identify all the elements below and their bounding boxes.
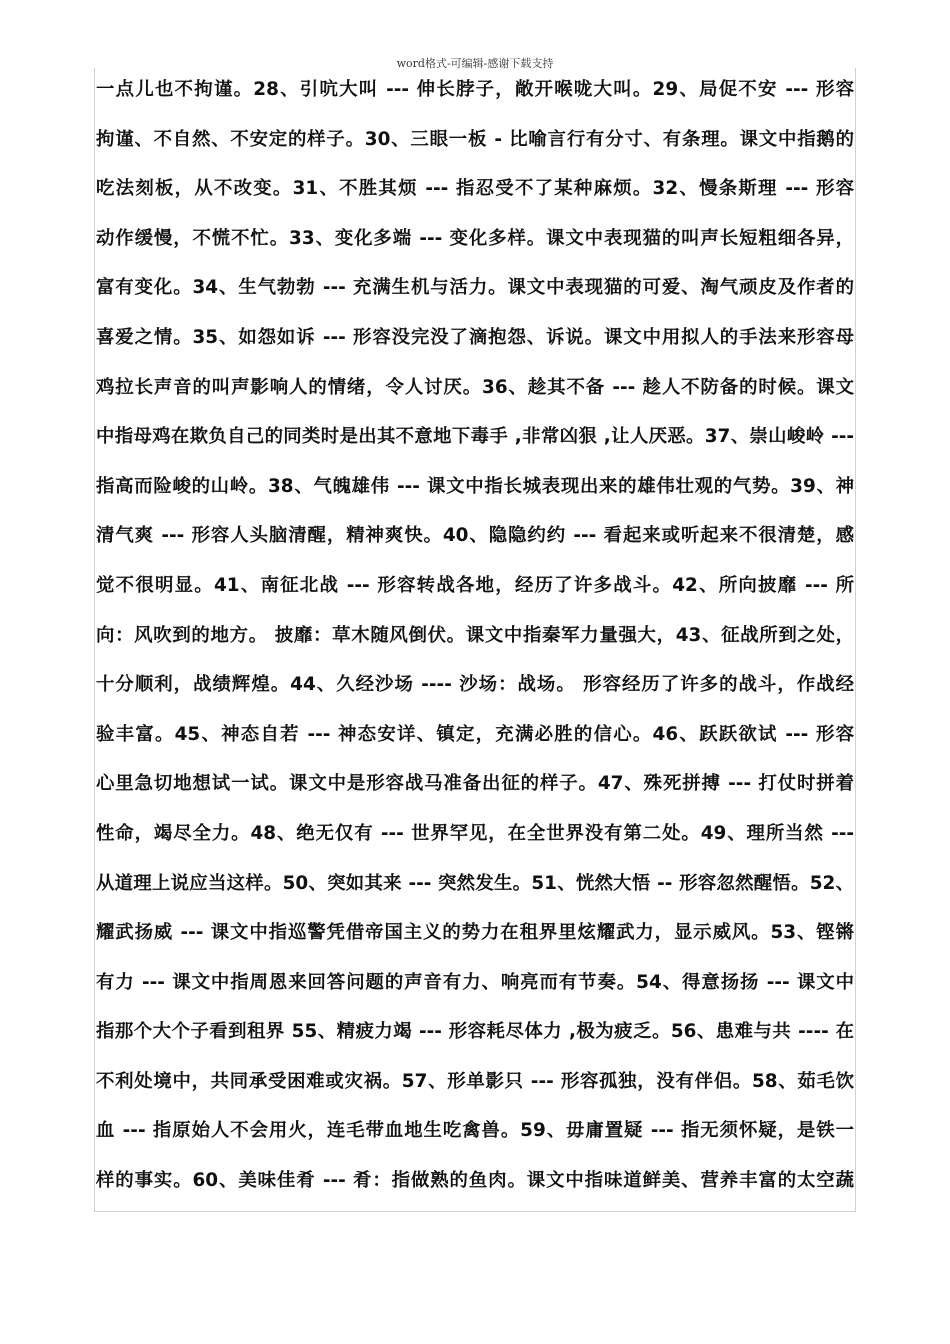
text-line: 觉不很明显。41、南征北战 --- 形容转战各地，经历了许多战斗。42、所向披靡 --- 所	[96, 574, 854, 596]
text-line: 动作缓慢，不慌不忙。33、变化多端 --- 变化多样。课文中表现猫的叫声长短粗细各异，	[96, 227, 854, 249]
text-line: 从道理上说应当这样。50、突如其来 --- 突然发生。51、恍然大悟 -- 形容忽然醒悟。52、	[96, 872, 854, 894]
text-line: 有力 --- 课文中指周恩来回答问题的声音有力、响亮而有节奏。54、得意扬扬 --- 课文中	[96, 971, 854, 993]
text-line: 样的事实。60、美味佳肴 --- 肴：指做熟的鱼肉。课文中指味道鲜美、营养丰富的太空蔬	[96, 1170, 854, 1192]
text-line: 心里急切地想试一试。课文中是形容战马准备出征的样子。47、殊死拼搏 --- 打仗时拼着	[96, 773, 854, 795]
text-line: 一点儿也不拘谨。28、引吭大叫 --- 伸长脖子，敞开喉咙大叫。29、局促不安 --- 形容	[96, 79, 854, 100]
text-line: 向：风吹到的地方。 披靡：草木随风倒伏。课文中指秦军力量强大，43、征战所到之处，	[96, 624, 854, 646]
text-line: 喜爱之情。35、如怨如诉 --- 形容没完没了滴抱怨、诉说。课文中用拟人的手法来形容母	[96, 326, 854, 348]
text-line: 鸡拉长声音的叫声影响人的情绪，令人讨厌。36、趁其不备 --- 趁人不防备的时候。课文	[96, 376, 854, 398]
text-line: 血 --- 指原始人不会用火，连毛带血地生吃禽兽。59、毋庸置疑 --- 指无须怀疑，是铁一	[96, 1120, 854, 1142]
text-line: 性命，竭尽全力。48、绝无仅有 --- 世界罕见，在全世界没有第二处。49、理所当然 ---	[96, 822, 854, 844]
text-line: 吃法刻板，从不改变。31、不胜其烦 --- 指忍受不了某种麻烦。32、慢条斯理 --- 形容	[96, 178, 854, 200]
text-line: 拘谨、不自然、不安定的样子。30、三眼一板 - 比喻言行有分寸、有条理。课文中指鹅的	[96, 128, 854, 150]
text-line: 清气爽 --- 形容人头脑清醒，精神爽快。40、隐隐约约 --- 看起来或听起来不很清楚，感	[96, 525, 854, 547]
text-line: 指高而险峻的山岭。38、气魄雄伟 --- 课文中指长城表现出来的雄伟壮观的气势。39、神	[96, 475, 854, 497]
text-line: 验丰富。45、神态自若 --- 神态安详、镇定，充满必胜的信心。46、跃跃欲试 --- 形容	[96, 723, 854, 745]
page-header: word格式-可编辑-感谢下载支持	[396, 57, 554, 70]
text-line: 不利处境中，共同承受困难或灾祸。57、形单影只 --- 形容孤独，没有伴侣。58、茹毛饮	[96, 1070, 854, 1092]
text-line: 富有变化。34、生气勃勃 --- 充满生机与活力。课文中表现猫的可爱、淘气顽皮及作者的	[96, 277, 854, 299]
text-line: 中指母鸡在欺负自己的同类时是出其不意地下毒手 ,非常凶狠 ,让人厌恶。37、崇山峻岭 ---	[96, 426, 854, 448]
text-line: 十分顺利，战绩辉煌。44、久经沙场 ---- 沙场：战场。 形容经历了许多的战斗，作战经	[96, 674, 854, 696]
text-line: 耀武扬威 --- 课文中指巡警凭借帝国主义的势力在租界里炫耀武力，显示威风。53、铿锵	[96, 922, 854, 944]
text-line: 指那个大个子看到租界 55、精疲力竭 --- 形容耗尽体力 ,极为疲乏。56、患难与共 ---- 在	[96, 1021, 854, 1043]
document-body	[96, 72, 854, 1213]
